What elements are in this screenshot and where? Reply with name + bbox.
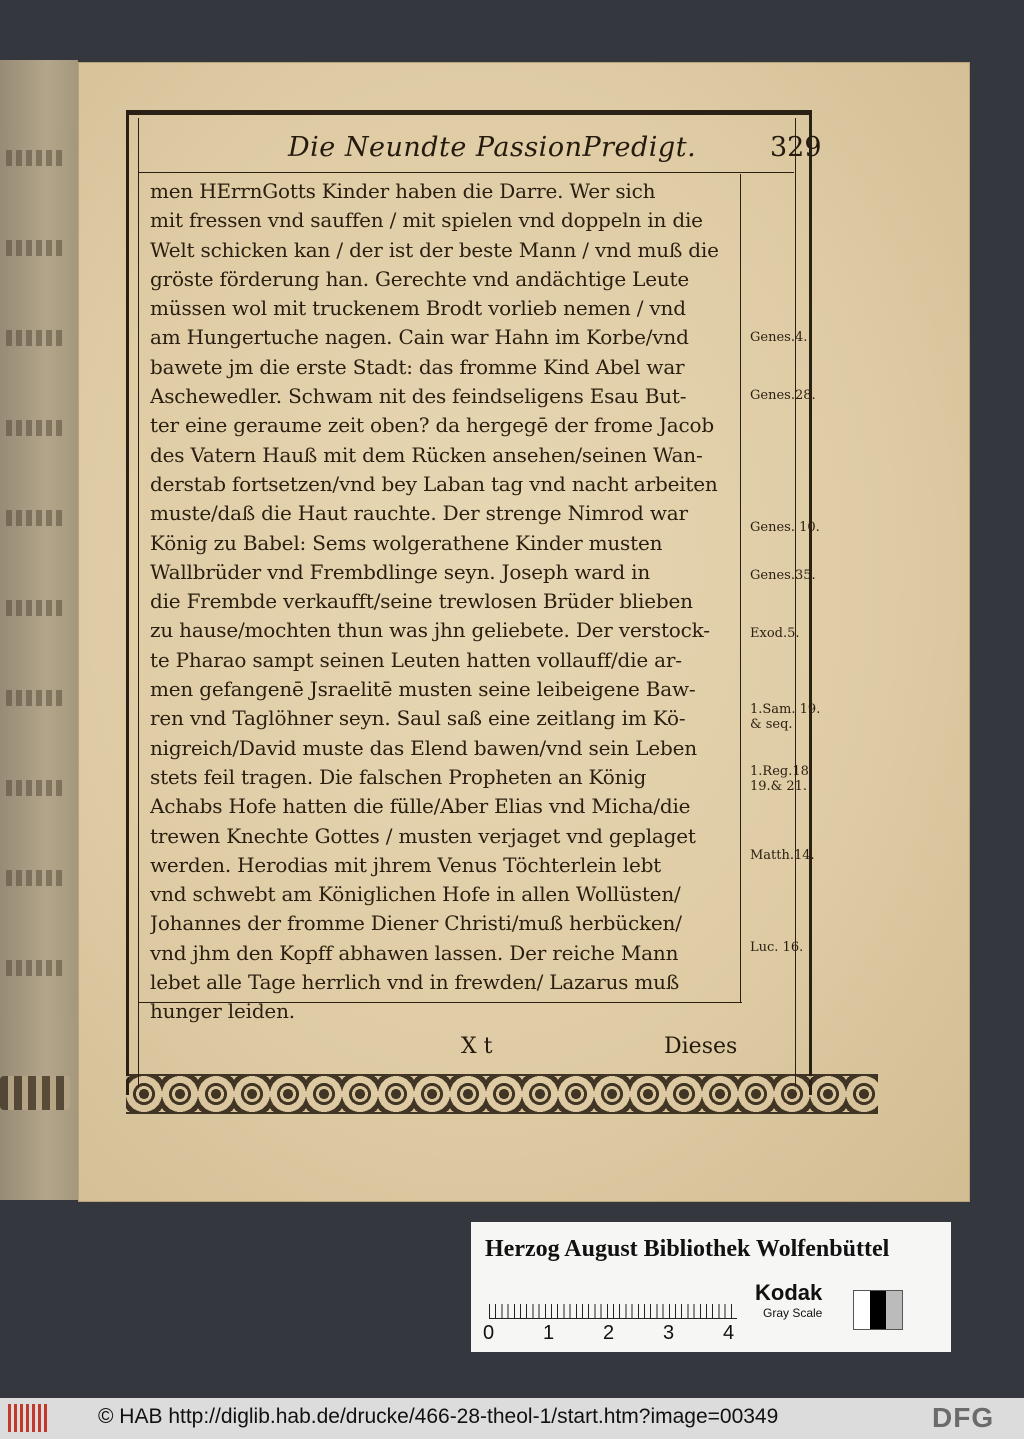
text-line: vnd schwebt am Königlichen Hofe in allen Wollüsten/ xyxy=(150,882,681,907)
dfg-logo: DFG xyxy=(932,1402,995,1433)
text-line: Johannes der fromme Diener Christi/muß herbücken/ xyxy=(150,911,682,936)
gray-scale-label: Gray Scale xyxy=(763,1306,823,1320)
text-line: ren vnd Taglöhner seyn. Saul saß eine zeitlang im Kö- xyxy=(150,706,686,731)
ruler-tick-label: 2 xyxy=(603,1322,615,1344)
marginal-note: Genes.35. xyxy=(750,568,816,583)
text-line: werden. Herodias mit jhrem Venus Töchterlein lebt xyxy=(150,852,662,877)
gray-scale-swatch xyxy=(853,1290,903,1330)
margin-rule xyxy=(740,174,741,1002)
body-text xyxy=(150,177,735,1027)
text-line: lebet alle Tage herrlich vnd in frewden/ Lazarus muß xyxy=(150,970,679,995)
text-line: gröste förderung han. Gerechte vnd andächtige Leute xyxy=(150,266,689,291)
text-line: hunger leiden. xyxy=(150,999,295,1024)
text-line: König zu Babel: Sems wolgerathene Kinder musten xyxy=(150,530,663,555)
running-title: Die Neundte PassionPredigt. xyxy=(288,132,697,163)
marginal-note: Exod.5. xyxy=(750,626,800,641)
color-reference-card xyxy=(471,1222,951,1352)
library-name: Herzog August Bibliothek Wolfenbüttel xyxy=(485,1236,890,1262)
marginal-note: Genes.4. xyxy=(750,330,808,345)
text-line: Wallbrüder vnd Frembdlinge seyn. Joseph ward in xyxy=(150,559,651,584)
ruler-tick-label: 1 xyxy=(543,1322,555,1344)
text-line: mit fressen vnd sauffen / mit spielen vnd doppeln in die xyxy=(150,208,703,233)
marginal-note: Matth.14. xyxy=(750,848,815,863)
marginal-note: 1.Sam. 19. & seq. xyxy=(750,702,821,732)
book-page xyxy=(78,62,970,1202)
page-number: 329 xyxy=(770,132,822,163)
header-rule xyxy=(138,172,794,173)
marginal-note: Genes.28. xyxy=(750,388,816,403)
footer-bar xyxy=(0,1398,1024,1439)
barcode-icon xyxy=(8,1404,48,1432)
marginal-note: Genes. 10. xyxy=(750,520,820,535)
text-line: Welt schicken kan / der ist der beste Mann / vnd muß die xyxy=(150,237,719,262)
catchword: Dieses xyxy=(664,1034,738,1059)
ruler-tick-label: 3 xyxy=(663,1322,675,1344)
text-line: des Vatern Hauß mit dem Rücken ansehen/seinen Wan- xyxy=(150,442,703,467)
kodak-logo: Kodak xyxy=(755,1280,823,1305)
marginal-note: Luc. 16. xyxy=(750,940,804,955)
ruler-tick-label: 4 xyxy=(723,1322,735,1344)
text-line: bawete jm die erste Stadt: das fromme Kind Abel war xyxy=(150,354,685,379)
text-line: trewen Knechte Gottes / musten verjaget vnd geplaget xyxy=(150,823,696,848)
footer-copyright-link[interactable]: © HAB http://diglib.hab.de/drucke/466-28-theol-1/start.htm?image=00349 xyxy=(98,1405,779,1428)
text-line: men gefangenē Jsraelitē musten seine leibeigene Baw- xyxy=(150,677,696,702)
text-line: am Hungertuche nagen. Cain war Hahn im Korbe/vnd xyxy=(150,325,689,350)
text-line: muste/daß die Haut rauchte. Der strenge Nimrod war xyxy=(150,501,688,526)
text-line: stets feil tragen. Die falschen Propheten an König xyxy=(150,764,647,789)
text-line: te Pharao sampt seinen Leuten hatten vollauff/die ar- xyxy=(150,647,682,672)
text-line: zu hause/mochten thun was jhn geliebete. Der verstock- xyxy=(150,618,710,643)
text-line: müssen wol mit truckenem Brodt vorlieb nemen / vnd xyxy=(150,296,686,321)
scale-ruler xyxy=(489,1282,737,1319)
previous-page-edge xyxy=(0,60,78,1200)
text-line: nigreich/David muste das Elend bawen/vnd sein Leben xyxy=(150,735,697,760)
previous-page-ornament xyxy=(0,1076,70,1110)
signature-mark: X t xyxy=(461,1034,493,1059)
text-line: vnd jhm den Kopff abhawen lassen. Der reiche Mann xyxy=(150,940,679,965)
text-line: die Frembde verkaufft/seine trewlosen Brüder blieben xyxy=(150,589,693,614)
text-line: derstab fortsetzen/vnd bey Laban tag vnd nacht arbeiten xyxy=(150,471,718,496)
text-line: Aschewedler. Schwam nit des feindseligens Esau But- xyxy=(150,384,687,409)
text-line: men HErrnGotts Kinder haben die Darre. Wer sich xyxy=(150,179,656,203)
text-line: Achabs Hofe hatten die fülle/Aber Elias vnd Micha/die xyxy=(150,794,691,819)
ruler-tick-label: 0 xyxy=(483,1322,495,1344)
text-line: ter eine geraume zeit oben? da hergegē der frome Jacob xyxy=(150,413,714,438)
marginal-note: 1.Reg.18. 19.& 21. xyxy=(750,764,814,794)
ornament-band xyxy=(126,1074,878,1114)
